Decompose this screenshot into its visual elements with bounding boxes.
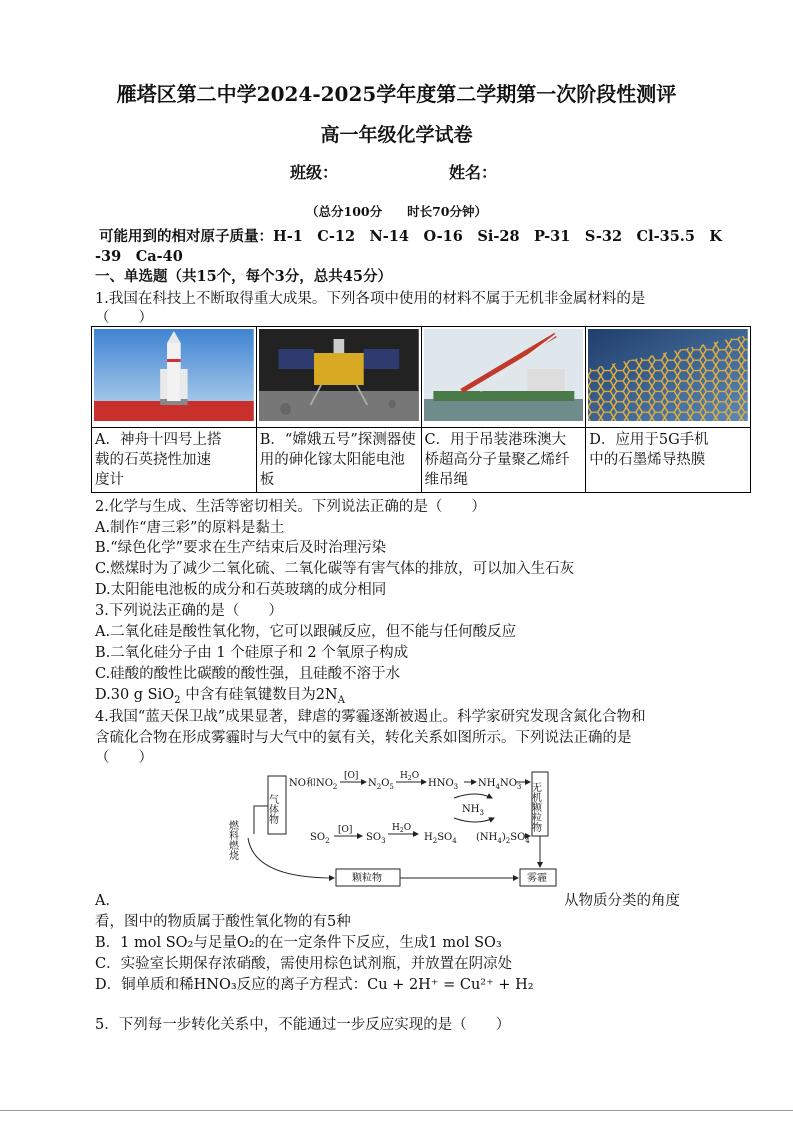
q4-option-a-label: A． — [95, 893, 120, 909]
nh42so4-label: $(NH_4)_2SO_4$ — [476, 832, 530, 845]
q2-option-b: B.“绿色化学”要求在生产结束后及时治理污染 — [95, 540, 387, 556]
q4-option-c: C．实验室长期保存浓硝酸，需使用棕色试剂瓶，并放置在阴凉处 — [95, 956, 513, 972]
lander-image-cell — [256, 327, 421, 428]
page-bottom-divider — [0, 1110, 793, 1111]
rocket-image-cell — [92, 327, 257, 428]
q4-stem: 4.我国“蓝天保卫战”成果显著，肆虐的雾霾逐渐被遏止。科学家研究发现含氮化合物和 — [95, 709, 646, 725]
q3-option-c: C.硅酸的酸性比碳酸的酸性强，且硅酸不溶于水 — [95, 666, 401, 682]
so3-label: $SO_3$ — [366, 832, 386, 845]
haze-conversion-diagram — [220, 768, 560, 890]
q4-paren: （ ） — [95, 750, 153, 766]
n2o5-label: $N_2O_5$ — [368, 778, 394, 791]
no-label: NO和$NO_2$ — [289, 778, 338, 791]
q4-option-a-cont: 看，图中的物质属于酸性氧化物的有5种 — [95, 914, 351, 930]
q2-option-d: D.太阳能电池板的成分和石英玻璃的成分相同 — [95, 582, 387, 598]
q4-option-d: D．铜单质和稀HNO₃反应的离子方程式：Cu + 2H⁺ = Cu²⁺ + H₂ — [95, 977, 534, 993]
q4-option-a-right: 从物质分类的角度 — [564, 893, 680, 909]
q3-option-d: D.30 g SiO$_2$ 中含有硅氧键数目为$2N_A$ — [95, 687, 345, 706]
q1-material-table — [91, 326, 751, 493]
graphene-image-cell — [586, 327, 751, 428]
water-label-2: $H_2O$ — [392, 823, 412, 834]
inorganic-label: 无机颗粒物 — [529, 782, 541, 832]
q1-paren: （ ） — [95, 310, 153, 326]
q2-option-a: A.制作“唐三彩”的原料是黏土 — [95, 520, 285, 536]
gas-label: 气体物 — [266, 794, 278, 824]
name-label: 姓名： — [449, 163, 498, 182]
q1-option-c: C．用于吊装港珠澳大 桥超高分子量聚乙烯纤 维吊绳 — [421, 428, 586, 493]
class-label: 班级： — [290, 163, 339, 182]
oxid-label-1: [O] — [344, 771, 359, 781]
q3-option-b: B.二氧化硅分子由 1 个硅原子和 2 个氧原子构成 — [95, 645, 409, 661]
exam-title: 雁塔区第二中学2024-2025学年度第二学期第一次阶段性测评 — [116, 82, 677, 106]
particle-label: 颗粒物 — [352, 873, 382, 884]
oxid-label-2: [O] — [338, 825, 353, 835]
q1-option-a: A．神舟十四号上搭 载的石英挠性加速 度计 — [92, 428, 257, 493]
exam-meta: （总分100分 时长70分钟） — [306, 204, 487, 219]
q3-stem: 3.下列说法正确的是（ ） — [95, 603, 283, 619]
atomic-masses-cont: -39 Ca-40 — [95, 248, 183, 265]
water-label-1: $H_2O$ — [400, 771, 420, 782]
haze-label: 雾霾 — [527, 873, 547, 884]
q1-option-b: B．“嫦娥五号”探测器使 用的砷化镓太阳能电池 板 — [256, 428, 421, 493]
h2so4-label: $H_2SO_4$ — [424, 832, 457, 845]
rocket-image — [94, 329, 254, 421]
so2-label: $SO_2$ — [310, 832, 330, 845]
atomic-masses: 可能用到的相对原子质量：H-1 C-12 N-14 O-16 Si-28 P-31 S-32 Cl-35.5 K — [99, 228, 723, 245]
q4-option-b: B．1 mol SO₂与足量O₂的在一定条件下反应，生成1 mol SO₃ — [95, 935, 502, 951]
q5-stem: 5．下列每一步转化关系中，不能通过一步反应实现的是（ ） — [95, 1017, 511, 1033]
hno3-label: $HNO_3$ — [428, 778, 459, 791]
nh4no3-label: $NH_4NO_3$ — [478, 778, 522, 791]
q1-option-d: D．应用于5G手机 中的石墨烯导热膜 — [586, 428, 751, 493]
q2-option-c: C.燃煤时为了减少二氧化硫、二氧化碳等有害气体的排放，可以加入生石灰 — [95, 561, 575, 577]
graphene-image — [588, 329, 748, 421]
crane-image-cell — [421, 327, 586, 428]
q2-stem: 2.化学与生成、生活等密切相关。下列说法正确的是（ ） — [95, 499, 486, 515]
nh3-label: $NH_3$ — [462, 804, 484, 817]
q4-stem-cont: 含硫化合物在形成雾霾时与大气中的氨有关，转化关系如图所示。下列说法正确的是 — [95, 730, 632, 746]
crane-image — [424, 329, 584, 421]
exam-subtitle: 高一年级化学试卷 — [320, 124, 473, 146]
q3-option-a: A.二氧化硅是酸性氧化物，它可以跟碱反应，但不能与任何酸反应 — [95, 624, 517, 640]
burn-label: 燃料燃烧 — [226, 820, 238, 860]
section-heading: 一、单选题（共15个，每个3分，总共45分） — [95, 268, 392, 285]
lander-image — [259, 329, 419, 421]
q1-stem: 1.我国在科技上不断取得重大成果。下列各项中使用的材料不属于无机非金属材料的是 — [95, 291, 646, 307]
